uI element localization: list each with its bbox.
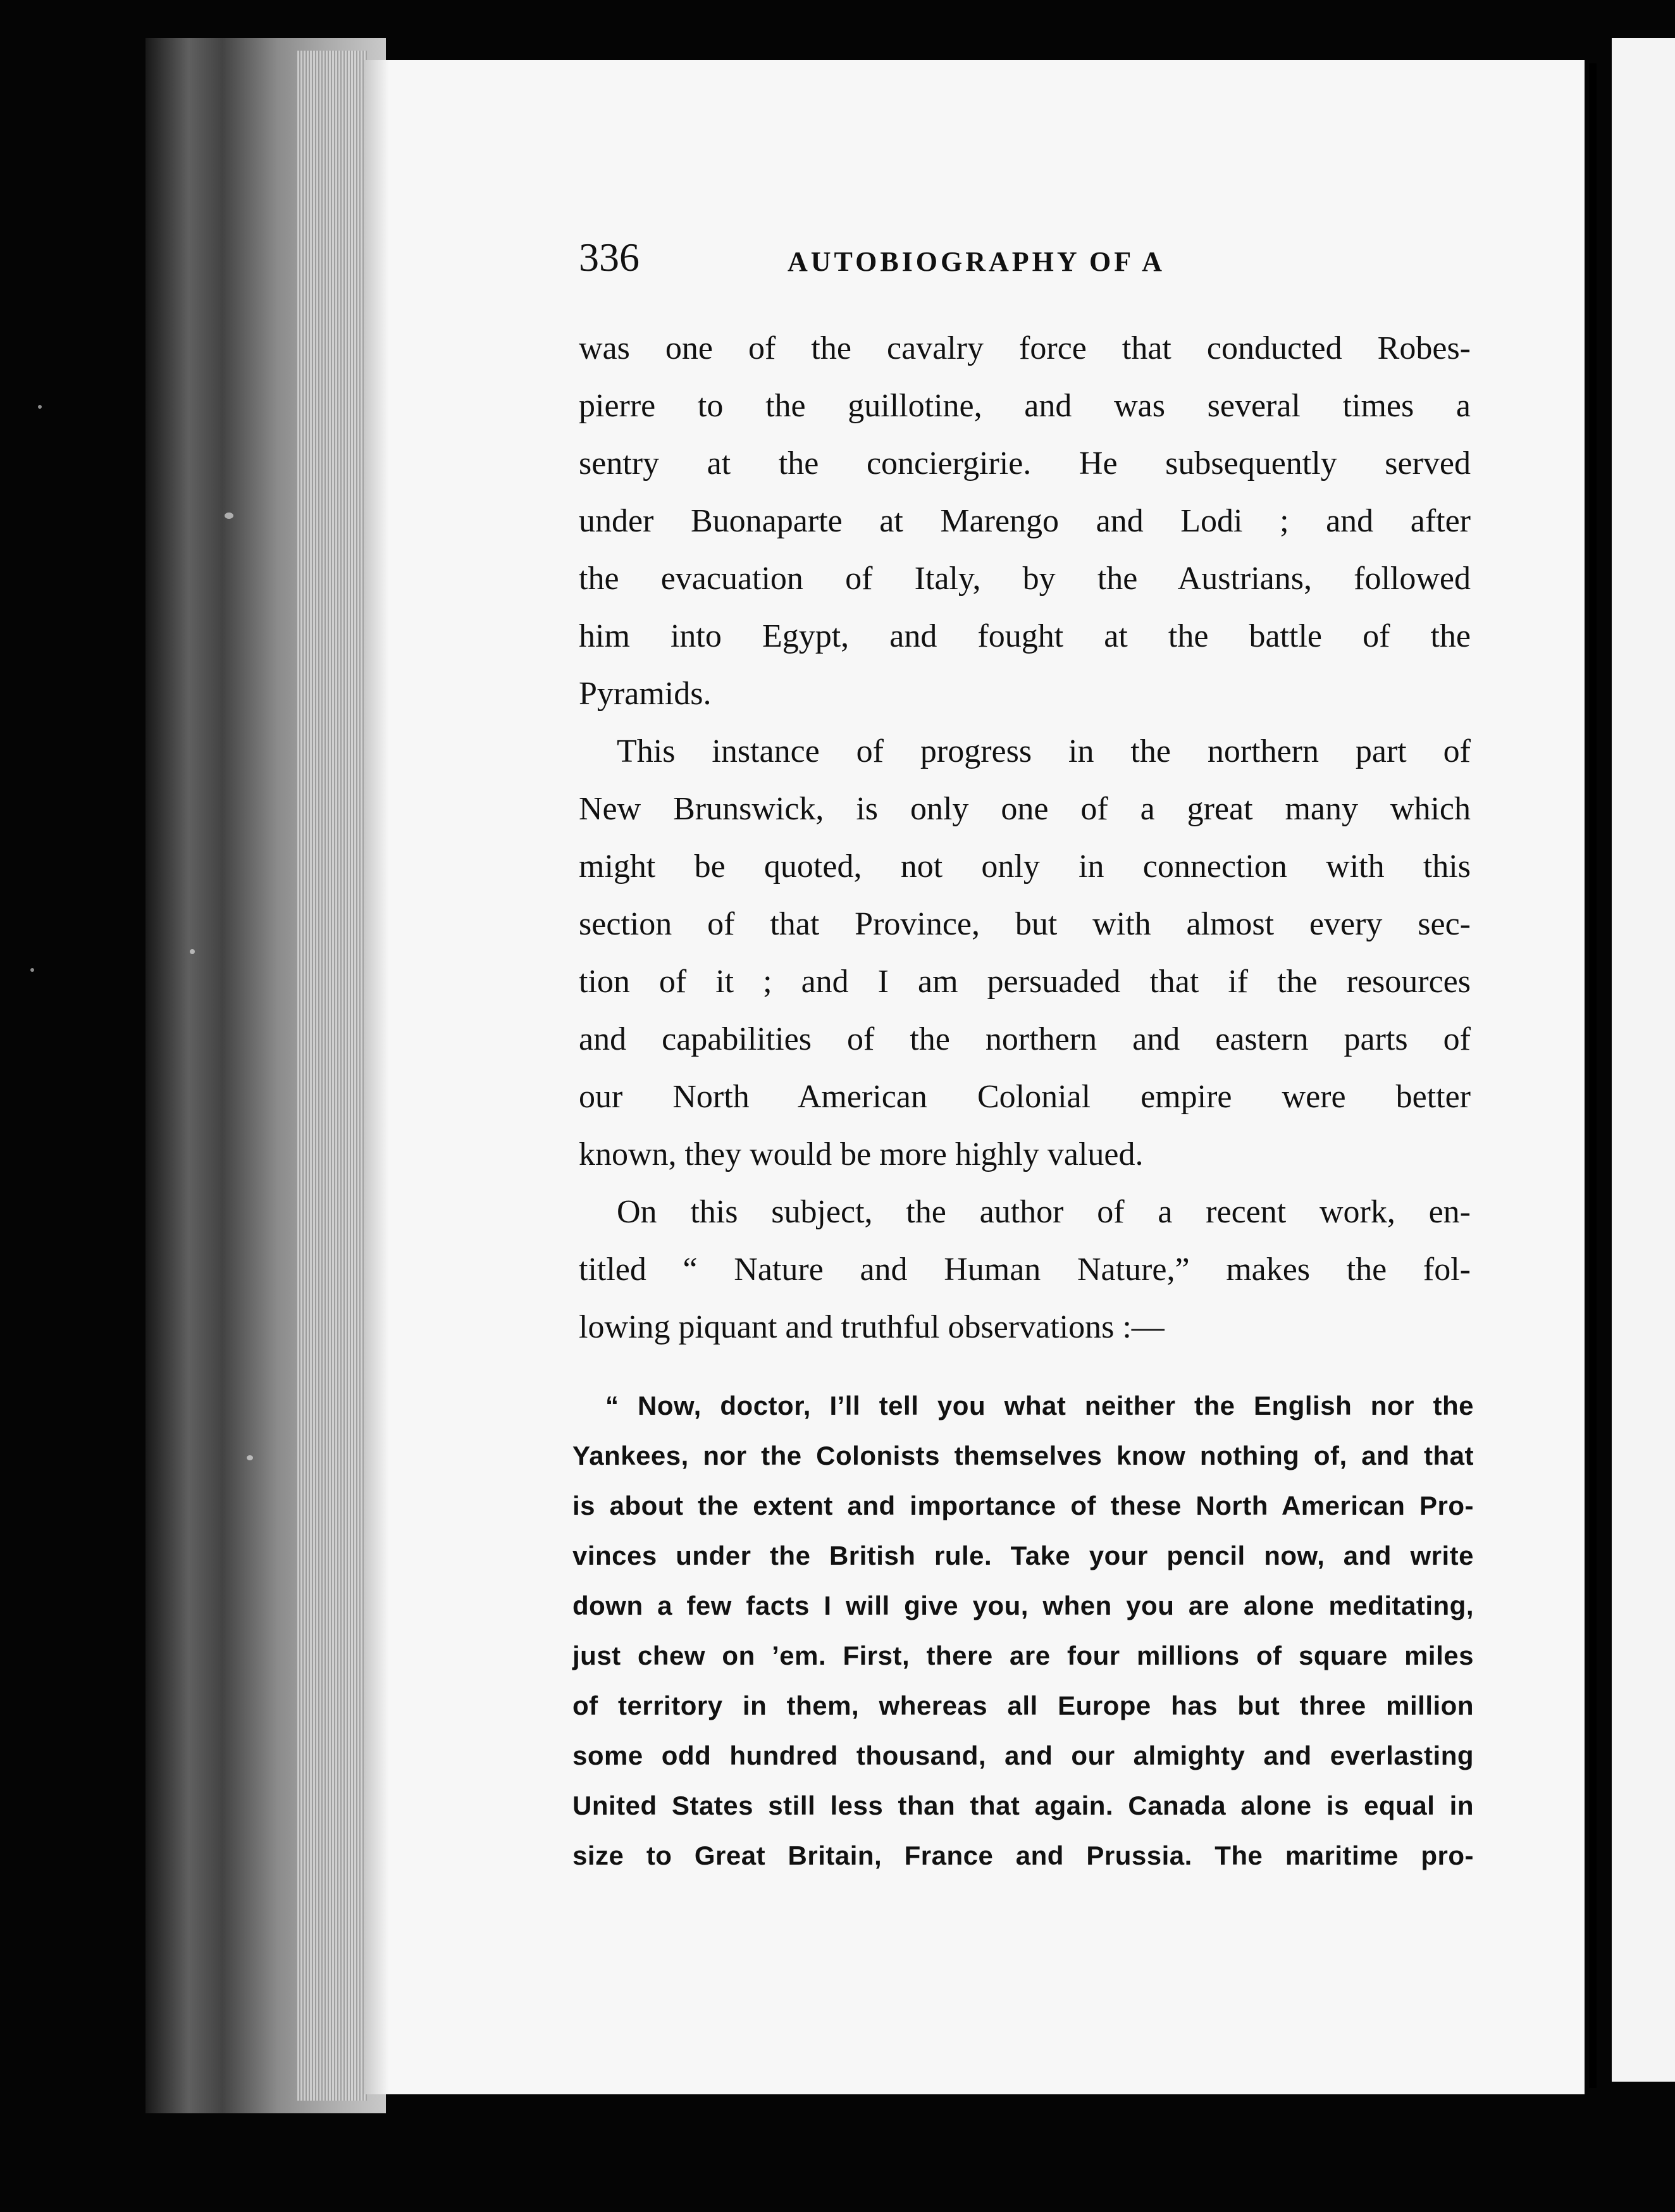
body-line: under Buonaparte at Marengo and Lodi ; and after [579,503,1471,539]
running-head [579,234,1471,285]
body-line: pierre to the guillotine, and was several times a [579,388,1471,424]
quote-line: down a few facts I will give you, when you are alone meditating, [572,1591,1474,1620]
quote-line: is about the extent and importance of these North American Pro- [572,1491,1474,1520]
body-line: might be quoted, not only in connection with this [579,848,1471,885]
paper-speck [247,1455,253,1460]
body-line: the evacuation of Italy, by the Austrians, followed [579,561,1471,597]
quote-line: Yankees, nor the Colonists themselves know nothing of, and that [572,1441,1474,1470]
paragraph-start: This instance of progress in the northern part of [617,733,1471,769]
body-line: and capabilities of the northern and eastern parts of [579,1021,1471,1057]
body-line: lowing piquant and truthful observations :— [579,1309,1165,1345]
paper-speck [38,405,42,409]
spine-shadow [364,60,389,2094]
quote-line: size to Great Britain, France and Prussia. The maritime pro- [572,1841,1474,1870]
body-line: titled “ Nature and Human Nature,” makes the fol- [579,1252,1471,1288]
body-line: New Brunswick, is only one of a great many which [579,791,1471,827]
body-line: him into Egypt, and fought at the battle of the [579,618,1471,654]
quote-line: United States still less than that again. Canada alone is equal in [572,1791,1474,1820]
quote-line: some odd hundred thousand, and our almighty and everlasting [572,1741,1474,1770]
body-line: was one of the cavalry force that conducted Robes- [579,330,1471,366]
paper-speck [225,513,233,519]
body-line: known, they would be more highly valued. [579,1136,1144,1172]
body-line: section of that Province, but with almost every sec- [579,906,1471,942]
page-number: 336 [579,235,640,280]
paper-speck [190,949,195,954]
body-line: tion of it ; and I am persuaded that if the resources [579,964,1471,1000]
quote-line: just chew on ’em. First, there are four millions of square miles [572,1641,1474,1670]
paragraph-start: On this subject, the author of a recent work, en- [617,1194,1471,1230]
running-title: AUTOBIOGRAPHY OF A [788,246,1165,277]
quote-line: of territory in them, whereas all Europe has but three million [572,1691,1474,1720]
gutter-shadow [1589,63,1597,2088]
page-edge-stack [297,51,367,2101]
body-line: our North American Colonial empire were better [579,1079,1471,1115]
quote-line: vinces under the British rule. Take your pencil now, and write [572,1541,1474,1570]
body-text [579,320,1471,1356]
body-line: Pyramids. [579,676,712,712]
body-line: sentry at the conciergirie. He subsequently served [579,445,1471,482]
block-quote [572,1381,1474,1880]
paper-speck [30,968,34,972]
facing-page-edge [1612,38,1675,2082]
quote-line: “ Now, doctor, I’ll tell you what neither the English nor the [605,1391,1474,1420]
